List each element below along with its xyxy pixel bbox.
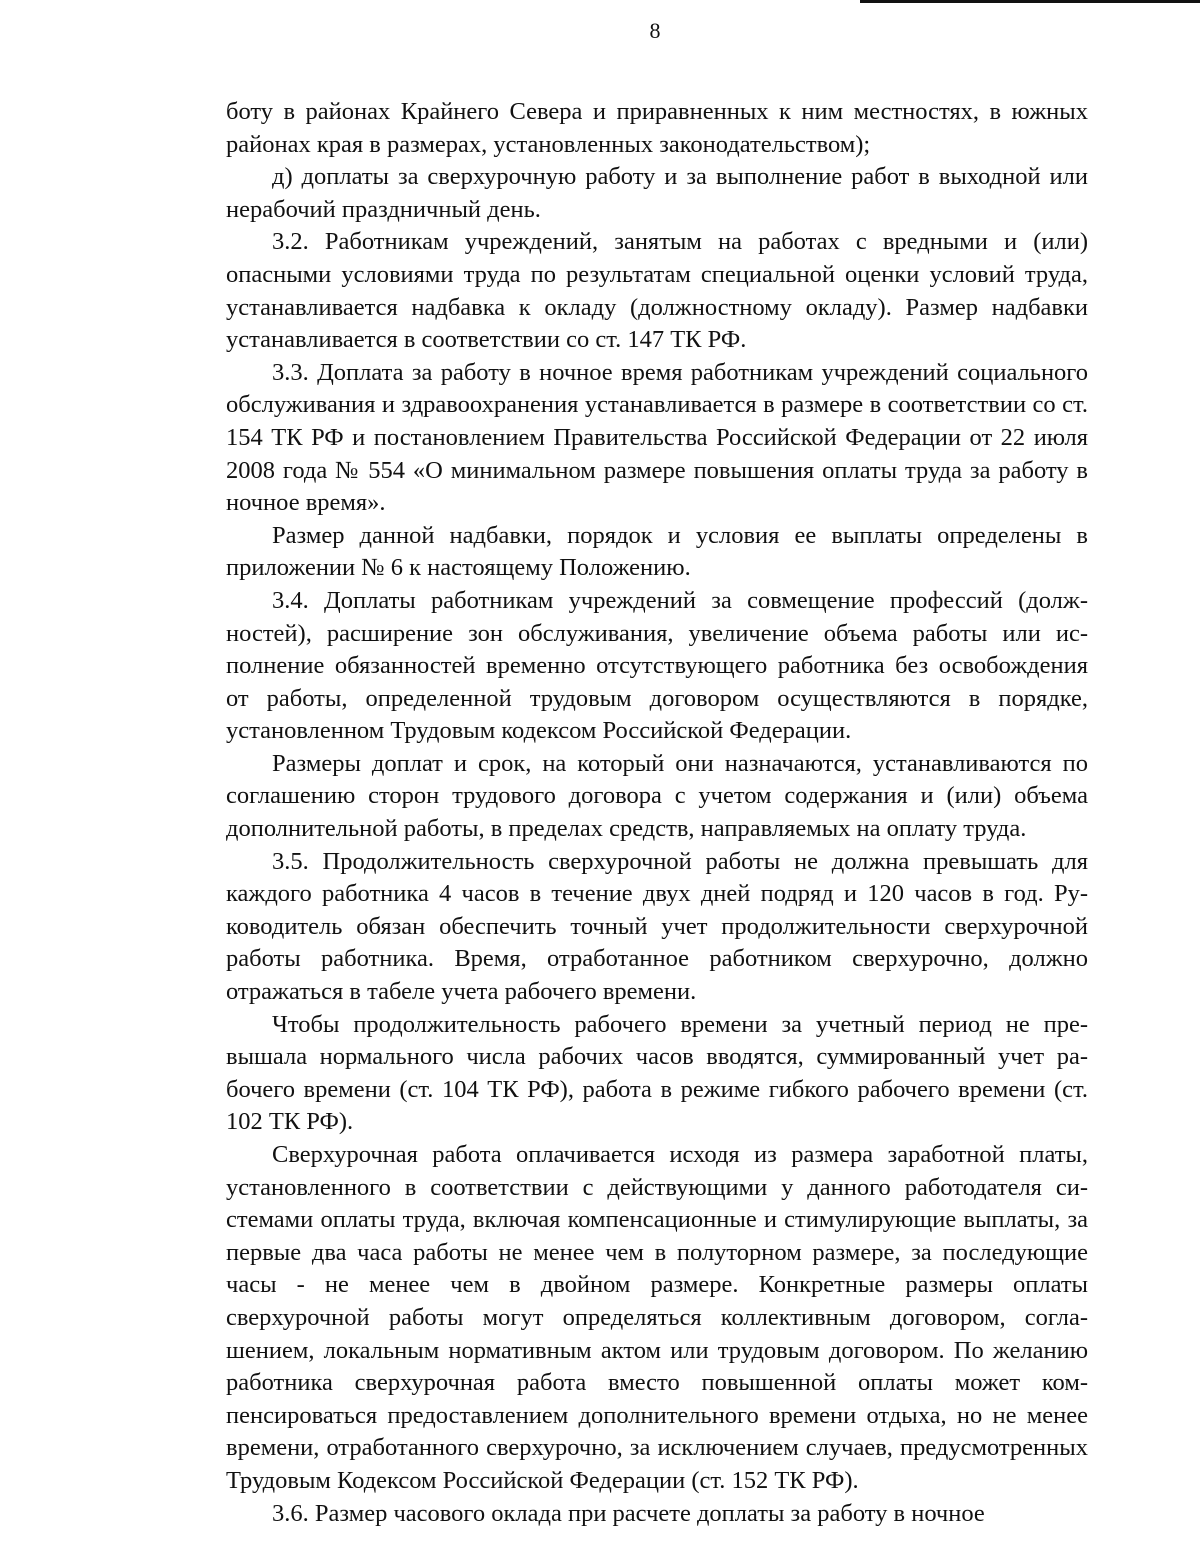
paragraph-surcharge-sizes: Размеры доплат и срок, на который они назначаются, устанавливаются по соглашению сторон трудового договора с учетом содержания и (или) объема дополнительной работы, в пределах средств, направляемых на оплату труда. <box>226 749 1088 843</box>
paragraph-3-5: 3.5. Продолжительность сверхурочной работы не должна превышать для каждого работника 4 часов в течение двух дней подряд и 120 часов в год. Руководитель обязан обеспечить точный учет продолжительности сверхурочной работы работника. Время, отработанное работником сверхурочно, должно отражаться в табеле учета рабочего времени. <box>226 847 1088 1006</box>
paragraph-3-6: 3.6. Размер часового оклада при расчете доплаты за работу в ночное <box>272 1499 985 1527</box>
paragraph-3-4: 3.4. Доплаты работникам учреждений за совмещение профессий (должностей), расширение зон обслуживания, увеличение объема работы или исполнение обязанностей временно отсутствующего работника без освобождения от работы, определенной трудовым договором осуществляются в порядке, установленном Трудовым кодексом Российской Федерации. <box>226 586 1088 745</box>
paragraph-3-2: 3.2. Работникам учреждений, занятым на работах с вредными и (или) опасными условиями труда по результатам специальной оценки условий труда, устанавливается надбавка к окладу (должностному окладу). Размер надбавки устанавливается в соответствии со ст. 147 ТК РФ. <box>226 228 1088 354</box>
paragraph-working-time: Чтобы продолжительность рабочего времени за учетный период не превышала нормального числа рабочих часов вводятся, суммированный учет рабочего времени (ст. 104 ТК РФ), работа в режиме гибкого рабочего времени (ст. 102 ТК РФ). <box>226 1010 1088 1136</box>
paragraph-3-3: 3.3. Доплата за работу в ночное время работникам учреждений социального обслуживания и здравоохранения устанавливается в размере в соответствии со ст. 154 ТК РФ и постановлением Правительства Российской Федерации от 22 июля 2008 года № 554 «О минимальном размере повышения оплаты труда за работу в ночное время». <box>226 358 1088 517</box>
top-edge-rule <box>860 0 1200 3</box>
paragraph-item-d: д) доплаты за сверхурочную работу и за выполнение работ в выходной или нерабочий праздничный день. <box>226 163 1088 223</box>
paragraph-continuation: боту в районах Крайнего Севера и приравненных к ним местностях, в южных районах края в размерах, установленных законодательством); <box>226 98 1088 158</box>
paragraph-night-bonus: Размер данной надбавки, порядок и условия ее выплаты определены в приложении № 6 к настоящему Положению. <box>226 521 1088 582</box>
page-number: 8 <box>649 18 661 43</box>
document-body <box>226 96 1088 1530</box>
paragraph-overtime-pay: Сверхурочная работа оплачивается исходя из размера заработной платы, установленного в соответствии с действующими у данного работодателя системами оплаты труда, включая компенсационные и стимулирующие выплаты, за первые два часа работы не менее чем в полуторном размере, за последующие часы - не менее чем в двойном размере. Конкретные размеры оплаты сверхурочной работы могут определяться коллективным договором, соглашением, локальным нормативным актом или трудовым договором. По желанию работника сверхурочная работа вместо повышенной оплаты может компенсироваться предоставлением дополнительного времени отдыха, но не менее времени, отработанного сверхурочно, за исключением случаев, предусмотренных Трудовым Кодексом Российской Федерации (ст. 152 ТК РФ). <box>226 1141 1088 1494</box>
